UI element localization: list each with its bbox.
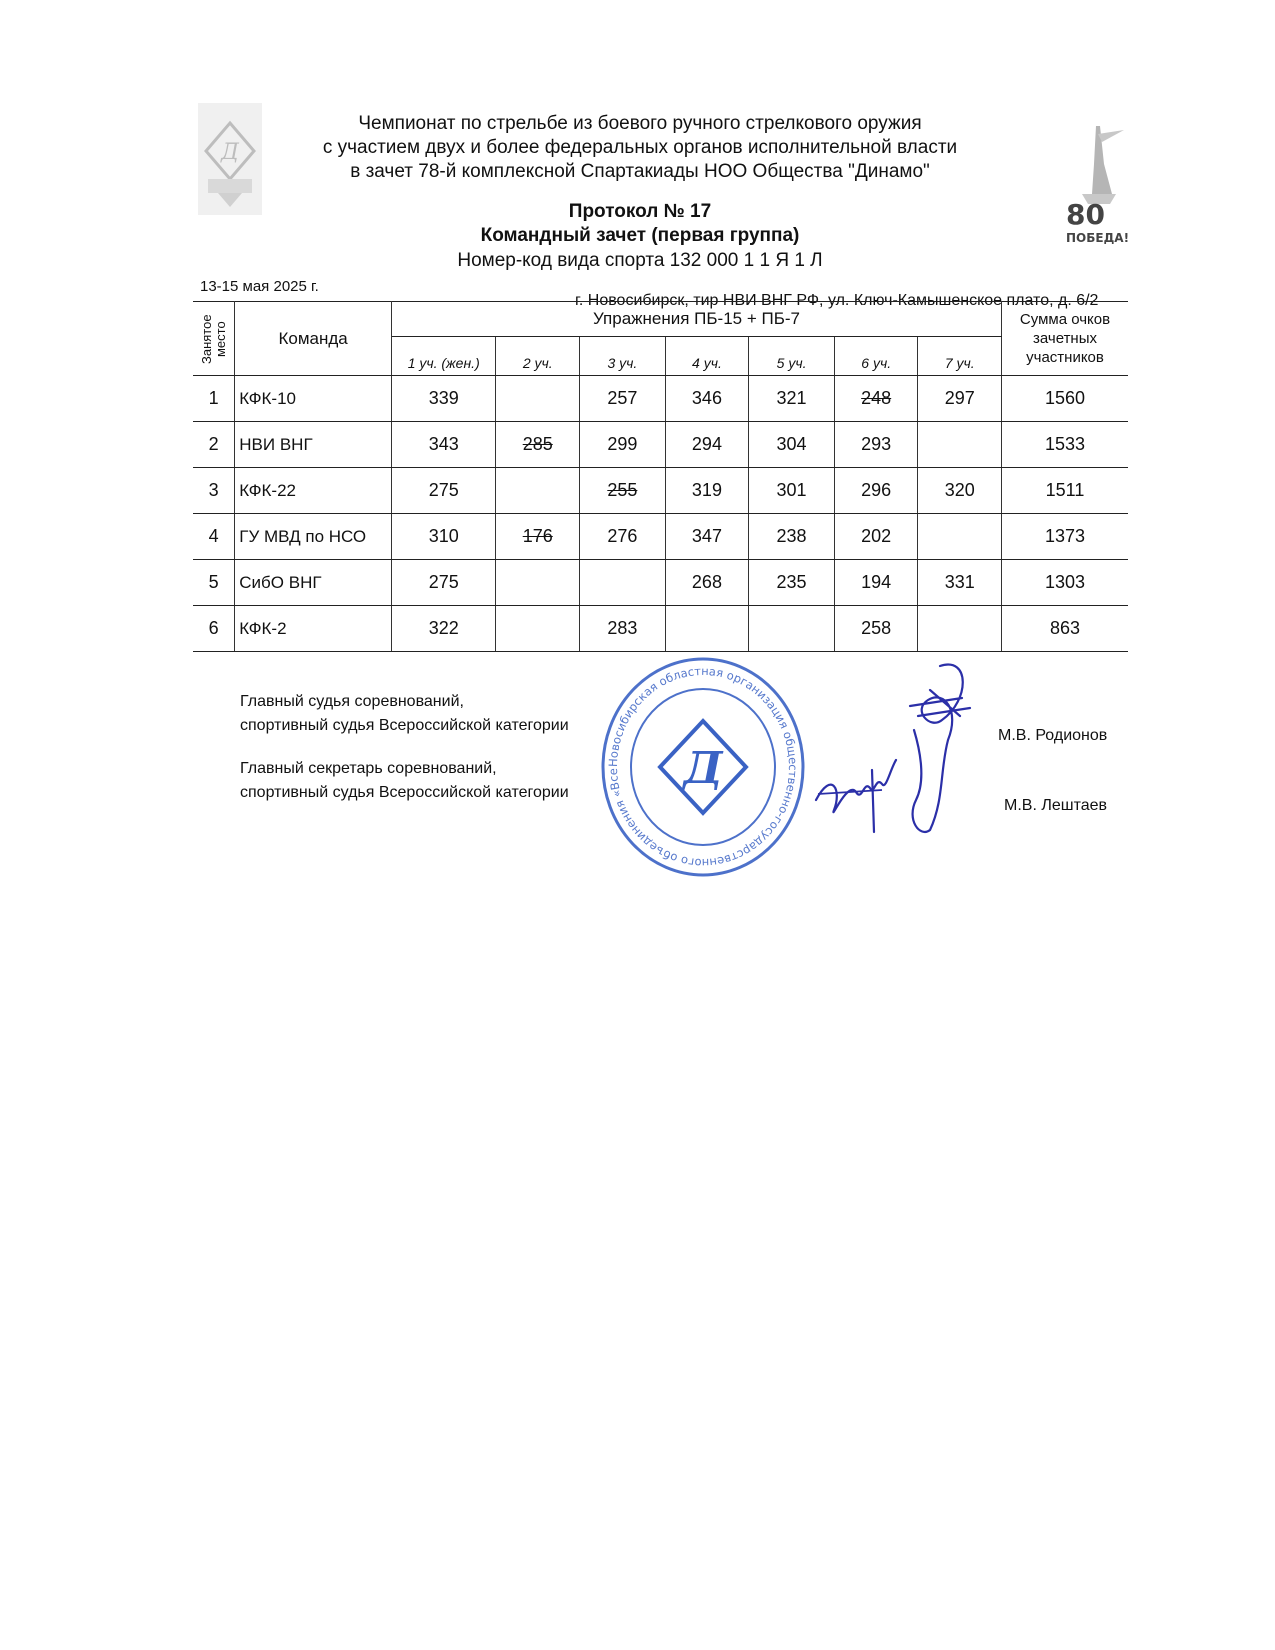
team-cell: СибО ВНГ: [235, 560, 392, 606]
place-cell: 2: [193, 422, 235, 468]
score-cell: 283: [580, 606, 666, 652]
place-cell: 3: [193, 468, 235, 514]
svg-text:Новосибирская областная органи: Новосибирская областная организация общественно-государственного объединения «Все: [605, 663, 801, 871]
score-cell: 294: [665, 422, 749, 468]
pobeda-80-logo: [1062, 124, 1134, 246]
team-cell: ГУ МВД по НСО: [235, 514, 392, 560]
score-cell: 347: [665, 514, 749, 560]
place-header: Занятое место: [193, 302, 235, 376]
score-cell: 238: [749, 514, 835, 560]
team-cell: НВИ ВНГ: [235, 422, 392, 468]
svg-text:ПОБЕДА!: ПОБЕДА!: [1066, 231, 1130, 245]
score-cell: 176: [496, 514, 580, 560]
chief-secretary-title: Главный секретарь соревнований, спортивный судья Всероссийской категории: [240, 760, 569, 801]
official-stamp: [598, 655, 808, 879]
score-cell: 322: [391, 606, 495, 652]
score-cell: 301: [749, 468, 835, 514]
score-cell: 194: [834, 560, 918, 606]
score-cell: 248: [834, 376, 918, 422]
score-cell: 275: [391, 468, 495, 514]
score-cell: [496, 560, 580, 606]
score-cell: 275: [391, 560, 495, 606]
sport-code: Номер-код вида спорта 132 000 1 1 Я 1 Л: [457, 250, 823, 271]
sum-cell: 1373: [1002, 514, 1128, 560]
score-cell: [918, 422, 1002, 468]
score-cell: 320: [918, 468, 1002, 514]
table-row: [193, 514, 1128, 560]
score-cell: 285: [496, 422, 580, 468]
sum-header: Сумма очков зачетных участников: [1002, 302, 1128, 376]
table-row: [193, 468, 1128, 514]
secretary-signature: [812, 740, 902, 835]
place-cell: 1: [193, 376, 235, 422]
score-cell: 276: [580, 514, 666, 560]
table-row: [193, 376, 1128, 422]
score-cell: [918, 514, 1002, 560]
score-cell: 339: [391, 376, 495, 422]
sum-cell: 863: [1002, 606, 1128, 652]
score-cell: [496, 376, 580, 422]
score-cell: 346: [665, 376, 749, 422]
results-table: [193, 301, 1128, 652]
score-cell: 304: [749, 422, 835, 468]
place-cell: 4: [193, 514, 235, 560]
participant-header: 3 уч.: [580, 337, 666, 376]
score-cell: 319: [665, 468, 749, 514]
score-cell: 202: [834, 514, 918, 560]
score-cell: 235: [749, 560, 835, 606]
participant-header: 2 уч.: [496, 337, 580, 376]
header-line: в зачет 78-й комплексной Спартакиады НОО Общества "Динамо": [350, 161, 930, 182]
sum-cell: 1533: [1002, 422, 1128, 468]
protocol-subtitle: Командный зачет (первая группа): [480, 225, 800, 246]
score-cell: 321: [749, 376, 835, 422]
score-cell: 297: [918, 376, 1002, 422]
score-cell: [496, 606, 580, 652]
header-line: Чемпионат по стрельбе из боевого ручного стрелкового оружия: [358, 113, 922, 134]
svg-text:Д: Д: [221, 140, 239, 165]
dinamo-logo: [198, 103, 262, 215]
score-cell: 331: [918, 560, 1002, 606]
championship-title: [300, 112, 980, 184]
protocol-title: Протокол № 17: [568, 201, 712, 222]
table-row: [193, 606, 1128, 652]
chief-judge-title: Главный судья соревнований, спортивный судья Всероссийской категории: [240, 693, 569, 734]
table-row: [193, 560, 1128, 606]
participant-header: 6 уч.: [834, 337, 918, 376]
header-line: с участием двух и более федеральных органов исполнительной власти: [322, 137, 958, 158]
score-cell: [496, 468, 580, 514]
team-header: Команда: [235, 302, 392, 376]
score-cell: 268: [665, 560, 749, 606]
sum-cell: 1560: [1002, 376, 1128, 422]
participant-header: 7 уч.: [918, 337, 1002, 376]
score-cell: [580, 560, 666, 606]
chief-secretary-name: М.В. Лештаев: [1004, 797, 1108, 814]
score-cell: 293: [834, 422, 918, 468]
exercises-header: Упражнения ПБ-15 + ПБ-7: [391, 302, 1001, 337]
participant-header: 4 уч.: [665, 337, 749, 376]
place-cell: 5: [193, 560, 235, 606]
competition-location: г. Новосибирск, тир НВИ ВНГ РФ, ул. Ключ-Камышенское плато, д. 6/2: [575, 292, 1099, 309]
team-cell: КФК-2: [235, 606, 392, 652]
competition-date: 13-15 мая 2025 г.: [200, 278, 319, 295]
participant-header: 1 уч. (жен.): [391, 337, 495, 376]
score-cell: 299: [580, 422, 666, 468]
svg-text:Д: Д: [683, 743, 723, 794]
participant-header: 5 уч.: [749, 337, 835, 376]
table-row: [193, 422, 1128, 468]
sum-cell: 1303: [1002, 560, 1128, 606]
judge-signature: [900, 660, 995, 840]
score-cell: 310: [391, 514, 495, 560]
score-cell: [749, 606, 835, 652]
score-cell: 255: [580, 468, 666, 514]
score-cell: 257: [580, 376, 666, 422]
chief-judge-name: М.В. Родионов: [998, 727, 1108, 744]
team-cell: КФК-10: [235, 376, 392, 422]
score-cell: [918, 606, 1002, 652]
score-cell: [665, 606, 749, 652]
sum-cell: 1511: [1002, 468, 1128, 514]
place-cell: 6: [193, 606, 235, 652]
team-cell: КФК-22: [235, 468, 392, 514]
score-cell: 258: [834, 606, 918, 652]
svg-text:80: 80: [1066, 198, 1105, 231]
score-cell: 343: [391, 422, 495, 468]
score-cell: 296: [834, 468, 918, 514]
